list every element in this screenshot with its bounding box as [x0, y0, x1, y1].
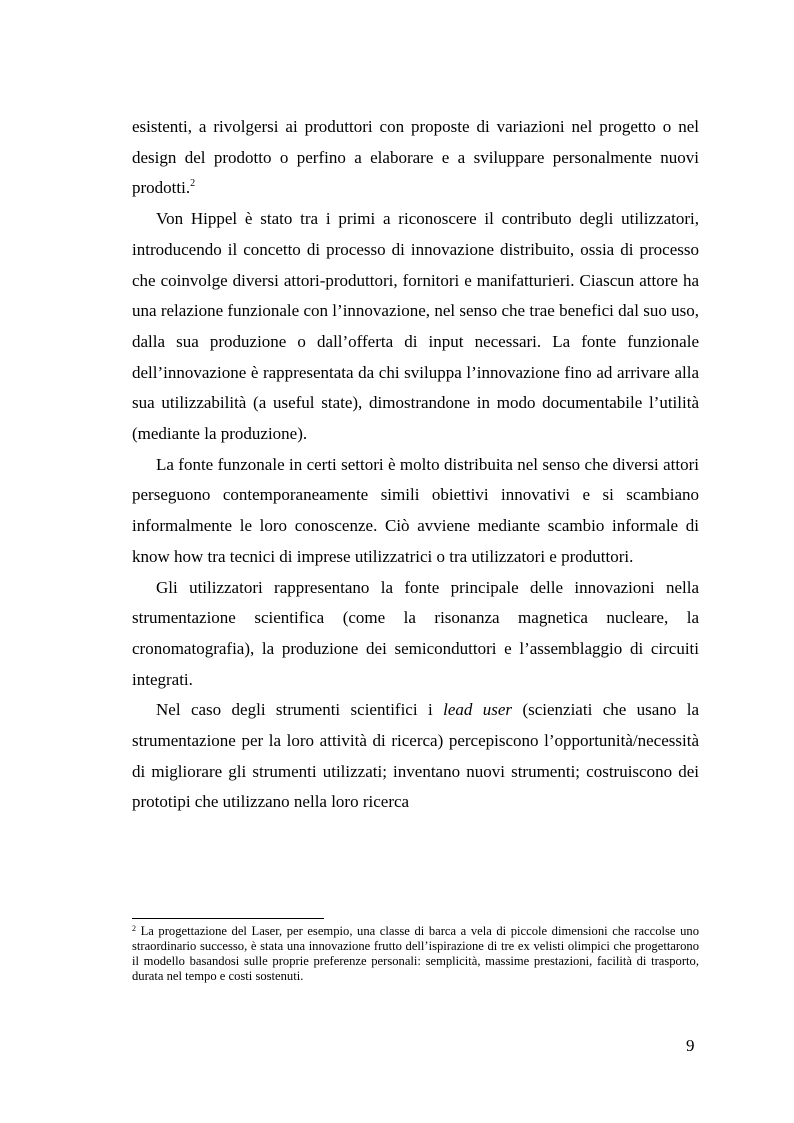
- paragraph-text: esistenti, a rivolgersi ai produttori con proposte di variazioni nel progetto o nel design del prodotto o perfino a elaborare e a sviluppare personalmente nuovi prodotti.: [132, 117, 699, 198]
- footnote-separator: [132, 918, 324, 919]
- footnote: [132, 924, 699, 984]
- paragraph-1: [132, 112, 699, 204]
- paragraph-2: Von Hippel è stato tra i primi a riconoscere il contributo degli utilizzatori, introducendo il concetto di processo di innovazione distribuito, ossia di processo che coinvolge diversi attori-produttori, fornitori e manifatturieri. Ciascun attore ha una relazione funzionale con l’innovazione, nel senso che trae benefici dal suo uso, dalla sua produzione o dall’offerta di input necessari. La fonte funzionale dell’innovazione è rappresentata da chi sviluppa l’innovazione fino ad arrivare alla sua utilizzabilità (a useful state), dimostrandone in modo documentabile l’utilità (mediante la produzione).: [132, 209, 699, 444]
- footnote-text: La progettazione del Laser, per esempio, una classe di barca a vela di piccole dimensioni che raccolse uno straordinario successo, è stata una innovazione frutto dell’ispirazione di tre ex velisti olimpici che progettarono il modello basandosi sulle proprie preferenze personali: semplicità, massime prestazioni, facilità di trasporto, durata nel tempo e costi sostenuti.: [132, 924, 699, 983]
- paragraph-3: La fonte funzonale in certi settori è molto distribuita nel senso che diversi attori perseguono contemporaneamente simili obiettivi innovativi e si scambiano informalmente le loro conoscenze. Ciò avviene mediante scambio informale di know how tra tecnici di imprese utilizzatrici o tra utilizzatori e produttori.: [132, 454, 699, 566]
- footnote-reference[interactable]: 2: [190, 178, 196, 190]
- footnote-2: [132, 924, 699, 984]
- paragraph-5: [132, 695, 699, 818]
- paragraph-text-after: (scienziati che usano la strumentazione per la loro attività di ricerca) percepiscono l’opportunità/necessità di migliorare gli strumenti utilizzati; inventano nuovi strumenti; costruiscono dei prototipi che utilizzano nella loro ricerca: [132, 700, 700, 812]
- footnote-number: 2: [132, 924, 136, 933]
- body-text: [132, 112, 699, 818]
- page-number: 9: [686, 1036, 695, 1055]
- paragraph-text-before: Nel caso degli strumenti scientifici i: [156, 700, 444, 720]
- italic-term-lead-user: lead user: [443, 700, 513, 720]
- paragraph-4: Gli utilizzatori rappresentano la fonte principale delle innovazioni nella strumentazione scientifica (come la risonanza magnetica nucleare, la cronomatografia), la produzione dei semiconduttori e l’assemblaggio di circuiti integrati.: [132, 577, 699, 689]
